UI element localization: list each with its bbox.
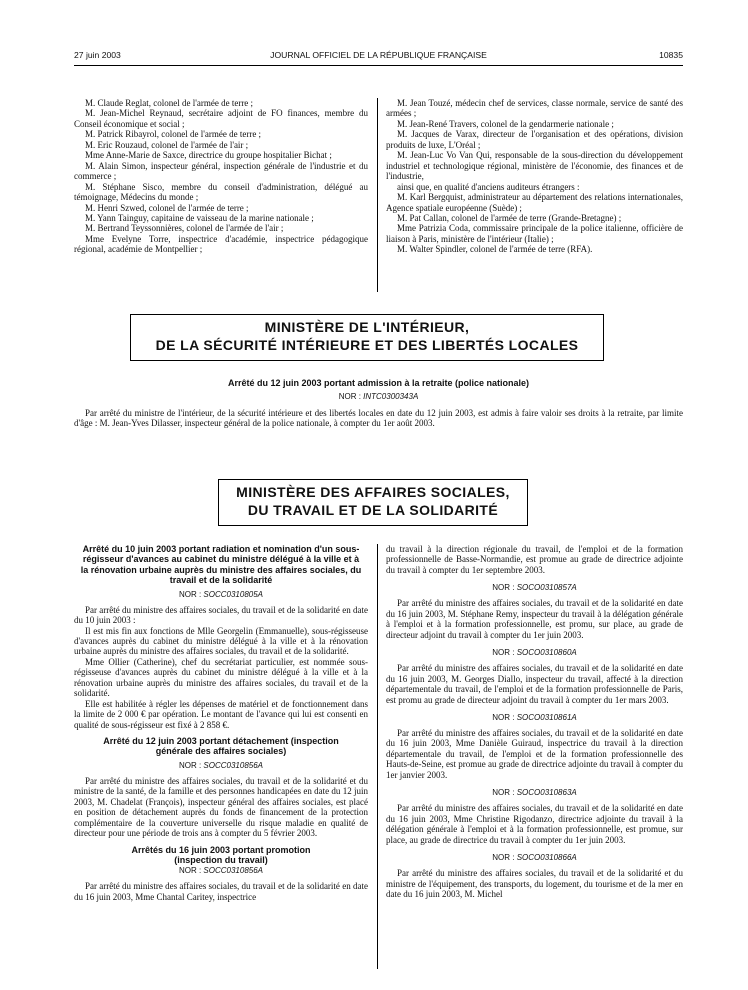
list-item: Mme Evelyne Torre, inspectrice d'académie, inspectrice pédagogique régional, académie de Montpellier ; <box>74 233 368 255</box>
top-left-column <box>74 98 368 255</box>
nor-code: SOCC0310856A <box>203 866 264 876</box>
paragraph: Par arrêté du ministre des affaires sociales, du travail et de la solidarité et du ministre de la santé, de la famille et des personnes handicapées en date du 12 juin 2003, M. Chadelat (François), inspecteur général des affaires sociales, est placé en position de détachement auprès du fonds de financement de la protection complémentaire de la couverture universelle du risque maladie en qualité de directeur pour une période de trois ans à compter du 5 février 2003. <box>74 775 368 839</box>
nor-reference: NOR : SOCO0310860A <box>492 648 577 658</box>
nor-code: SOCC0310856A <box>203 760 264 770</box>
nor-code: SOCO0310863A <box>516 788 577 798</box>
list-item: M. Bertrand Teyssonnières, colonel de l'armée de l'air ; <box>85 223 284 234</box>
nor-reference: NOR : SOCO0310866A <box>492 853 577 863</box>
nor-reference: NOR : SOCO0310861A <box>492 712 577 722</box>
nor-code: SOCO0310857A <box>516 583 577 593</box>
nor-reference: NOR : SOCC0310856A <box>178 866 264 876</box>
ministry-line-1: MINISTÈRE DES AFFAIRES SOCIALES, <box>236 484 510 500</box>
list-item: M. Walter Spindler, colonel de l'armée de terre (RFA). <box>397 244 593 255</box>
nor-code: SOCO0310860A <box>516 648 577 658</box>
column-divider <box>377 98 378 292</box>
list-item: Mme Patrizia Coda, commissaire principale de la police italienne, officière de liaison à Paris, ministère de l'intérieur (Italie) ; <box>386 223 683 244</box>
list-item: M. Alain Simon, inspecteur général, inspection générale de l'industrie et du commerce ; <box>74 160 368 182</box>
ministry-interieur-box <box>130 314 604 361</box>
nor-code: SOCO0310861A <box>516 712 577 722</box>
list-item: M. Patrick Ribayrol, colonel de l'armée de terre ; <box>85 129 262 140</box>
arrete-title: Arrêté du 10 juin 2003 portant radiation et nomination d'un sous-régisseur d'avances au cabinet du ministre délégué à la ville et à la rénovation urbaine auprès du ministre des affaires sociales, du travail et de la solidarité <box>80 544 362 586</box>
list-item: ainsi que, en qualité d'anciens auditeurs étrangers : <box>397 181 580 192</box>
list-item: M. Eric Rouzaud, colonel de l'armée de l'air ; <box>85 139 249 150</box>
page-header <box>74 50 683 64</box>
list-item: M. Stéphane Sisco, membre du conseil d'administration, délégué au témoignage, Médecins du monde ; <box>74 181 368 203</box>
list-item: M. Jean-René Travers, colonel de la gendarmerie nationale ; <box>397 118 614 129</box>
nor-code: SOCC0310805A <box>203 589 264 599</box>
nor-reference: NOR : SOCO0310857A <box>492 583 577 593</box>
header-rule <box>74 65 683 66</box>
paragraph: Par arrêté du ministre des affaires sociales, du travail et de la solidarité et du ministre de l'équipement, des transports, du logement, du tourisme et de la mer en date du 16 juin 2003, M. Michel <box>386 868 683 899</box>
journal-title: JOURNAL OFFICIEL DE LA RÉPUBLIQUE FRANÇAISE <box>270 50 487 60</box>
list-item: M. Jacques de Varax, directeur de l'organisation et des opérations, division produits de luxe, L'Oréal ; <box>386 129 683 150</box>
arrete-body <box>74 408 683 429</box>
nor-reference <box>74 392 683 402</box>
list-item: M. Claude Reglat, colonel de l'armée de terre ; <box>85 98 254 108</box>
list-item: Mme Anne-Marie de Saxce, directrice du groupe hospitalier Bichat ; <box>85 150 332 161</box>
paragraph: Il est mis fin aux fonctions de Mlle Georgelin (Emmanuelle), sous-régisseuse d'avances auprès du cabinet du ministre délégué à la ville et à la rénovation urbaine auprès du ministre des affaires sociales, du travail et de la solidarité. <box>74 625 368 657</box>
list-item: M. Karl Bergquist, administrateur au département des relations internationales, Agence spatiale européenne (Suède) ; <box>386 192 683 213</box>
nor-reference: NOR : SOCC0310805A <box>178 589 264 599</box>
bottom-right-column <box>386 544 683 899</box>
paragraph: Par arrêté du ministre des affaires sociales, du travail et de la solidarité en date du 16 juin 2003, Mme Christine Rigodanzo, directrice adjointe du travail à la délégation générale à l'emploi et à la formation professionnelle, est promue, sur place, au grade de directrice du travail à compter du 1er juin 2003. <box>386 803 683 845</box>
column-divider <box>377 544 378 969</box>
paragraph: Par arrêté du ministre des affaires sociales, du travail et de la solidarité en date du 16 juin 2003, Mme Danièle Guiraud, inspectrice du travail à la direction départementale du travail, de l'emploi et de la formation professionnelle des Hauts-de-Seine, est promue au grade de directrice adjointe du travail à compter du 1er janvier 2003. <box>386 727 683 780</box>
paragraph: Par arrêté du ministre des affaires sociales, du travail et de la solidarité en date du 16 juin 2003, M. Georges Diallo, inspecteur du travail, affecté à la direction départementale du travail, de l'emploi et de la formation professionnelle de Paris, est promu au grade de directeur adjoint du travail à compter du 1er mars 2003. <box>386 663 683 705</box>
ministry-affaires-sociales-box <box>218 479 528 526</box>
list-item: M. Yann Tainguy, capitaine de vaisseau de la marine nationale ; <box>85 212 314 223</box>
nor-code: INTC0300343A <box>363 392 419 401</box>
nor-code: SOCO0310866A <box>516 853 577 863</box>
list-item: M. Jean-Luc Vo Van Qui, responsable de la sous-direction du développement industriel et technologique régional, ministère de l'économie, des finances et de l'industrie, <box>386 150 683 182</box>
bottom-left-column <box>74 544 368 902</box>
paragraph: Par arrêté du ministre des affaires sociales, du travail et de la solidarité en date du 16 juin 2003, Mme Chantal Caritey, inspectrice <box>74 881 368 902</box>
paragraph: du travail à la direction régionale du travail, de l'emploi et de la formation professionnelle de Basse-Normandie, est promue au grade de directrice adjointe du travail à compter du 1er septembre 2003. <box>386 544 683 575</box>
arrete-title: Arrêtés du 16 juin 2003 portant promotion (inspection du travail) <box>131 844 311 865</box>
paragraph: Par arrêté du ministre des affaires sociales, du travail et de la solidarité en date du 10 juin 2003 : <box>74 604 368 626</box>
top-right-column <box>386 98 683 255</box>
list-item: M. Pat Callan, colonel de l'armée de terre (Grande-Bretagne) ; <box>397 212 622 223</box>
nor-reference: NOR : SOCC0310856A <box>178 760 264 770</box>
nor-label: NOR : <box>338 392 364 401</box>
paragraph: Mme Ollier (Catherine), chef du secrétariat particulier, est nommée sous-régisseuse d'avances auprès du cabinet du ministre délégué à la ville et à la rénovation urbaine auprès du ministre des affaires sociales, du travail et de la solidarité. <box>74 656 368 699</box>
paragraph: Elle est habilitée à régler les dépenses de matériel et de fonctionnement dans la limite de 2 000 € par opération. Le montant de l'avance qui lui est consenti en qualité de sous-régisseur est fixé à 2 858 €. <box>74 698 368 730</box>
nor-reference: NOR : SOCO0310863A <box>492 788 577 798</box>
list-item: M. Henri Szwed, colonel de l'armée de terre ; <box>85 202 249 213</box>
ministry-line-1: MINISTÈRE DE L'INTÉRIEUR, <box>264 319 470 335</box>
arrete-title: Arrêté du 12 juin 2003 portant admission à la retraite (police nationale) <box>227 378 530 388</box>
paragraph: Par arrêté du ministre des affaires sociales, du travail et de la solidarité en date du 16 juin 2003, M. Stéphane Remy, inspecteur du travail à la délégation générale à l'emploi et à la formation professionnelle, est promu, sur place, au grade de directeur adjoint du travail à compter du 1er juin 2003. <box>386 598 683 640</box>
arrete-title: Arrêté du 12 juin 2003 portant détachement (inspection générale des affaires sociales) <box>103 736 339 757</box>
list-item: M. Jean-Michel Reynaud, secrétaire adjoint de FO finances, membre du Conseil économique et social ; <box>74 108 368 129</box>
header-date: 27 juin 2003 <box>74 50 121 60</box>
ministry-line-2: DE LA SÉCURITÉ INTÉRIEURE ET DES LIBERTÉS LOCALES <box>155 337 579 353</box>
ministry-line-2: DU TRAVAIL ET DE LA SOLIDARITÉ <box>247 502 499 518</box>
page-number: 10835 <box>659 50 683 60</box>
list-item: M. Jean Touzé, médecin chef de services, classe normale, service de santé des armées ; <box>386 98 683 119</box>
arrete-text: Par arrêté du ministre de l'intérieur, de la sécurité intérieure et des libertés locales en date du 12 juin 2003, est admis à faire valoir ses droits à la retraite, par limite d'âge : M. Jean-Yves Dilasser, inspecteur général de la police nationale, à compter du 1er août 2003. <box>74 408 683 429</box>
